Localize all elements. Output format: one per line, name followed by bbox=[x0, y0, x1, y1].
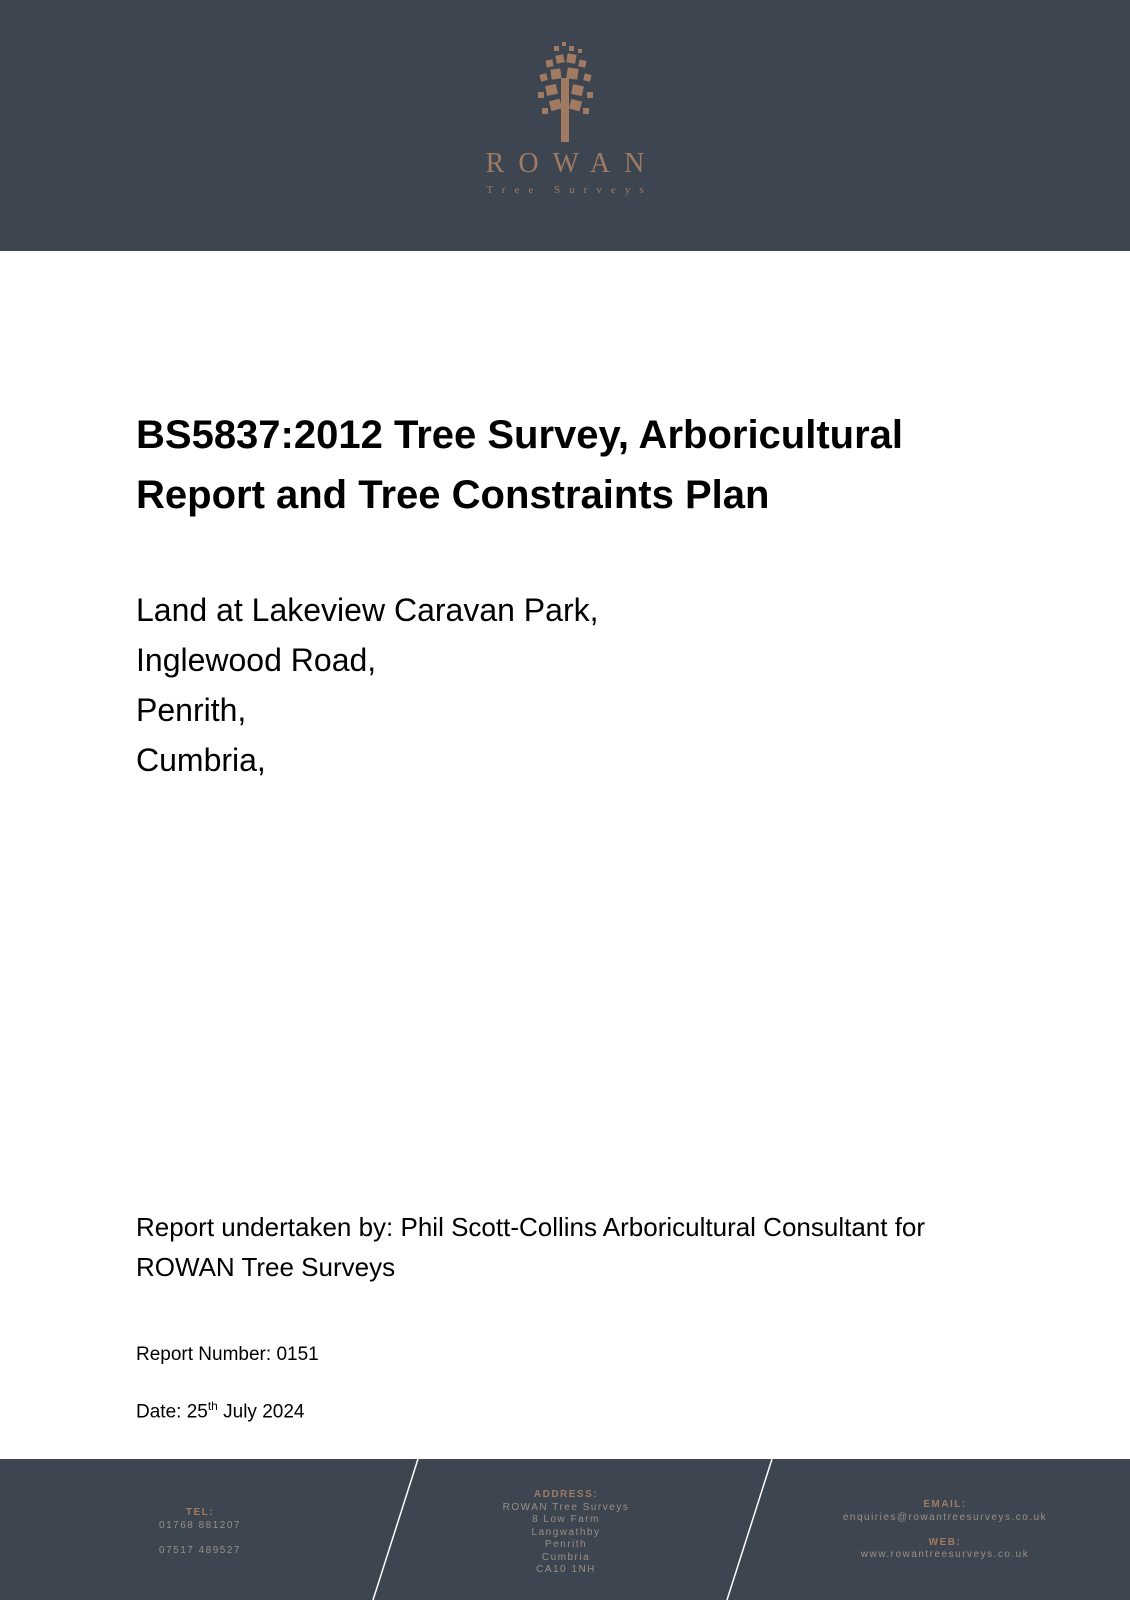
footer-divider-right bbox=[727, 1459, 772, 1600]
address-line: Penrith, bbox=[136, 692, 247, 728]
address-line: ROWAN Tree Surveys bbox=[502, 1501, 630, 1513]
site-address bbox=[136, 585, 936, 785]
title-line: BS5837:2012 Tree Survey, Arboricultural bbox=[136, 413, 904, 457]
report-date bbox=[136, 1399, 304, 1423]
report-author: Report undertaken by: Phil Scott-Collins Arboricultural Consultant for ROWAN Tree Surveys bbox=[136, 1212, 926, 1282]
footer-contact bbox=[815, 1499, 1075, 1562]
phone-label: TEL: bbox=[185, 1507, 215, 1518]
footer-spacer bbox=[130, 1532, 270, 1545]
web-link[interactable]: www.rowantreesurveys.co.uk bbox=[860, 1549, 1030, 1560]
title-line: Report and Tree Constraints Plan bbox=[136, 473, 770, 517]
company-logo bbox=[465, 40, 665, 210]
date-prefix: Date: 25 bbox=[136, 1401, 208, 1423]
address-line: Land at Lakeview Caravan Park, bbox=[136, 592, 599, 628]
address-line: Cumbria, bbox=[136, 742, 266, 778]
address-line: Penrith bbox=[544, 1539, 588, 1550]
report-number: Report Number: 0151 bbox=[136, 1344, 319, 1365]
tree-icon bbox=[520, 40, 610, 144]
address-line: CA10 1NH bbox=[536, 1564, 596, 1575]
header-band bbox=[0, 0, 1130, 251]
address-label: ADDRESS: bbox=[533, 1489, 599, 1500]
brand-name: ROWAN bbox=[485, 148, 659, 179]
phone-number[interactable]: 01768 881207 bbox=[159, 1519, 241, 1531]
email-link[interactable]: enquiries@rowantreesurveys.co.uk bbox=[842, 1511, 1048, 1523]
address-line: Cumbria bbox=[541, 1551, 591, 1563]
web-label: WEB: bbox=[928, 1536, 962, 1548]
footer-phone bbox=[130, 1507, 270, 1557]
phone-number[interactable]: 07517 489527 bbox=[159, 1544, 241, 1556]
footer-spacer bbox=[815, 1524, 1075, 1537]
address-line: 8 Low Farm bbox=[532, 1514, 600, 1525]
address-line: Langwathby bbox=[531, 1526, 601, 1538]
email-label: EMAIL: bbox=[923, 1499, 967, 1510]
date-suffix: July 2024 bbox=[217, 1401, 305, 1423]
footer-address bbox=[466, 1489, 666, 1577]
date-ordinal: th bbox=[207, 1399, 218, 1413]
brand-subtitle: Tree Surveys bbox=[486, 184, 653, 196]
address-line: Inglewood Road, bbox=[136, 642, 377, 678]
document-title bbox=[136, 405, 1016, 525]
footer-divider-left bbox=[373, 1459, 418, 1600]
footer-band bbox=[0, 1459, 1130, 1600]
